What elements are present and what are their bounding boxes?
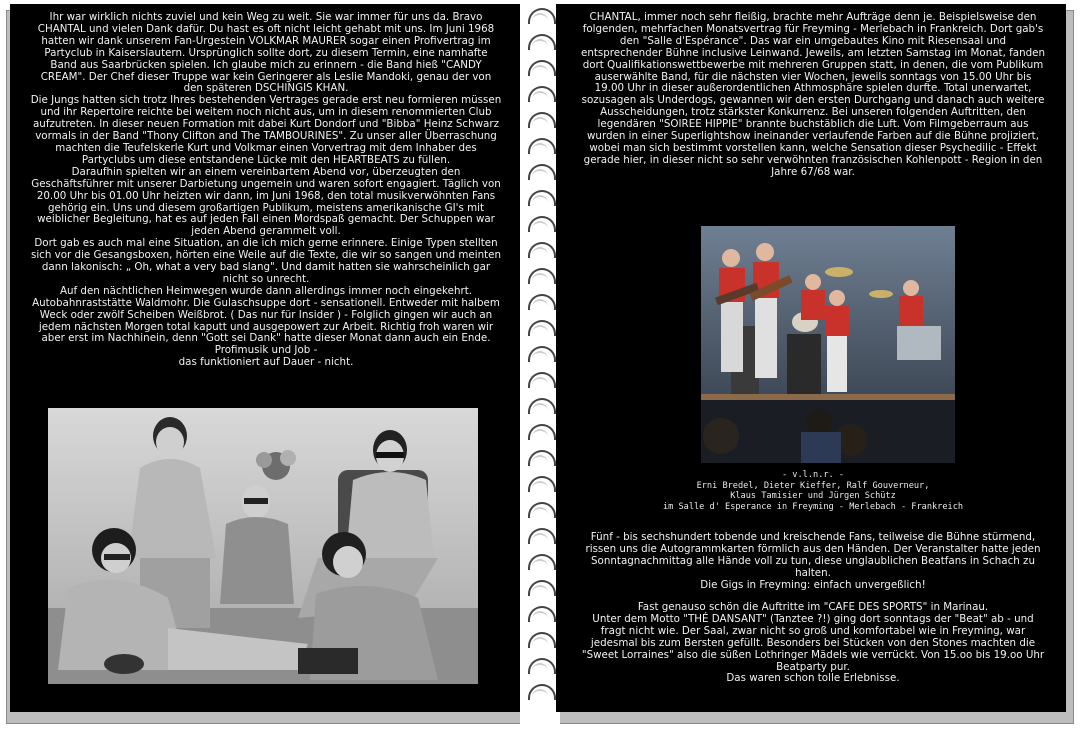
right-page-bottom-text: [580, 602, 1046, 685]
caption-line: - v.l.n.r. -: [781, 470, 845, 480]
left-paragraph: Die Jungs hatten sich trotz Ihres bestehenden Vertrages gerade erst neu formieren müssen und ihr Repertoire reichte bei weitem noch nicht aus, um in diesem renommierten Club aufzutreten. In dieser neuen Formation mit dabei Kurt Dondorf und "Bibba" Heinz Schwarz vormals in der Band "Thony Clifton and The TAMBOURINES". Zu unser aller Überraschung machten die Teufelskerle Kurt und Volkmar einen Vorvertrag mit dem Inhaber des Partyclubs um diese entstandene Lücke mit den HEARTBEATS zu füllen.: [30, 94, 502, 166]
caption-line: Klaus Tamisier und Jürgen Schütz: [730, 491, 896, 501]
left-paragraph: Dort gab es auch mal eine Situation, an die ich mich gerne erinnere. Einige Typen stellten sich vor die Gesangsboxen, hörten eine Weile auf die Texte, die wir so sangen und meinten dann lakonisch: „ Oh, what a very bad slang". Und damit hatten sie wahrscheinlich gar nicht so unrecht.: [30, 237, 502, 285]
right-paragraph: Die Gigs in Freyming: einfach unvergeßlich!: [700, 578, 926, 591]
right-page: [556, 4, 1066, 712]
right-paragraph: CHANTAL, immer noch sehr fleißig, brachte mehr Aufträge denn je. Beispielsweise den folgenden, mehrfachen Monatsvertrag für Freyming - Merlebach in Frankreich. Dort gab's den "Salle d'Espérance". Das war ein umgebautes Kino mit Riesensaal und entsprechender Bühne inclusive Leinwand. Jeweils, am letzten Samstag im Monat, fanden dort Qualifikationswettbewerbe mit mehreren Gruppen statt, in denen, die vom Publikum auserwählte Band, für die nächsten vier Wochen, jeweils sonntags von 15.00 Uhr bis 19.00 Uhr in dieser außerordentlichen Athmosphäre spielen durfte. Total unerwartet, sozusagen als Underdogs, gewannen wir den ersten Durchgang und danach auch weitere Ausscheidungen, trotz stärkster Konkurrenz. Bei unseren folgenden Auftritten, den legendären "SOIREE HIPPIE" brannte buchstäblich die Luft. Vom Filmgeberraum aus wurden in einer Superlightshow ineinander verlaufende Farben auf die Bühne projiziert, wobei man sich bestimmt vorstellen kann, welche Sensation dieser Psychedilic - Effekt gerade hier, in dieser nicht so sehr verwöhnten französischen Kohlenpott - Region in den Jahre 67/68 war.: [580, 11, 1045, 178]
right-page-middle-text: [580, 532, 1046, 592]
caption-line: im Salle d' Esperance in Freyming - Merlebach - Frankreich: [662, 501, 964, 512]
left-paragraph: Ihr war wirklich nichts zuviel und kein Weg zu weit. Sie war immer für uns da. Bravo CHANTAL und vielen Dank dafür. Du hast es oft nicht leicht gehabt mit uns. Im Juni 1968 hatten wir dank unserem Fan-Urgestein VOLKMAR MAURER sogar einen Profivertrag im Partyclub in Kaiserslautern. Ursprünglich sollte dort, zu diesem Termin, eine namhafte Band aus Saarbrücken spielen. Ich glaube mich zu erinnern - die Band hieß "CANDY CREAM". Der Chef dieser Truppe war kein Geringerer als Leslie Mandoki, genau der von den späteren DSCHINGIS KHAN.: [37, 11, 495, 95]
left-paragraph: Daraufhin spielten wir an einem vereinbartem Abend vor, überzeugten den Geschäftsführer mit unserer Darbietung ungemein und waren sofort engagiert. Täglich von 20.00 Uhr bis 01.00 Uhr heizten wir dann, im Juni 1968, den total musikverwöhnten Fans gehörig ein. Uns und diesem großartigen Publikum, meistens amerikanische GI's mit weiblicher Begleitung, hat es auf jeden Fall einen Mordspaß gemacht. Der Schuppen war jeden Abend gerammelt voll.: [31, 165, 501, 238]
left-paragraph: Auf den nächtlichen Heimwegen wurde dann allerdings immer noch eingekehrt. Autobahnraststätte Waldmohr. Die Gulaschsuppe dort - sensationell. Entweder mit halbem Weck oder zwölf Scheiben Weißbrot. ( Das nur für Insider ) - Folglich gingen wir auch an jedem nächsten Morgen total kaputt und ausgepowert zur Arbeit. Richtig froh waren wir aber erst im Nachhinein, denn "Gott sei Dank" hatte dieser Monat dann auch ein Ende. Profimusik und Job -: [32, 284, 500, 357]
band-group-photo: [48, 408, 478, 684]
right-paragraph: Fast genauso schön die Auftritte im "CAFE DES SPORTS" in Marinau.: [637, 601, 989, 613]
stage-concert-photo-illustration: [701, 226, 955, 463]
photo-caption: [616, 470, 1010, 512]
left-paragraph: das funktioniert auf Dauer - nicht.: [178, 356, 354, 369]
left-page-text: [30, 12, 502, 369]
stage-concert-photo: [701, 226, 955, 463]
right-paragraph: Fünf - bis sechshundert tobende und kreischende Fans, teilweise die Bühne stürmend, rissen uns die Autogrammkarten förmlich aus den Händen. Der Veranstalter hatte jeden Sonntagnachmittag alle Hände voll zu tun, diese unglaublichen Beatfans in Schach zu halten.: [585, 531, 1041, 579]
band-group-photo-illustration: [48, 408, 478, 684]
left-page: [10, 4, 522, 712]
right-paragraph: Das waren schon tolle Erlebnisse.: [726, 672, 900, 685]
right-page-top-text: [580, 12, 1046, 179]
right-paragraph: Unter dem Motto "THÉ DANSANT" (Tanztee ?!) ging dort sonntags der "Beat" ab - und fragt nicht wie. Der Saal, zwar nicht so groß und komfortabel wie in Freyming, war jedesmal bis zum Bersten gefüllt. Besonders bei Stücken von den Stones machten die "Sweet Lorraines" also die süßen Lothringer Mädels wie verrückt. Von 15.oo bis 19.oo Uhr Beatparty pur.: [581, 612, 1045, 673]
caption-line: Erni Bredel, Dieter Kieffer, Ralf Gouverneur,: [696, 480, 930, 491]
